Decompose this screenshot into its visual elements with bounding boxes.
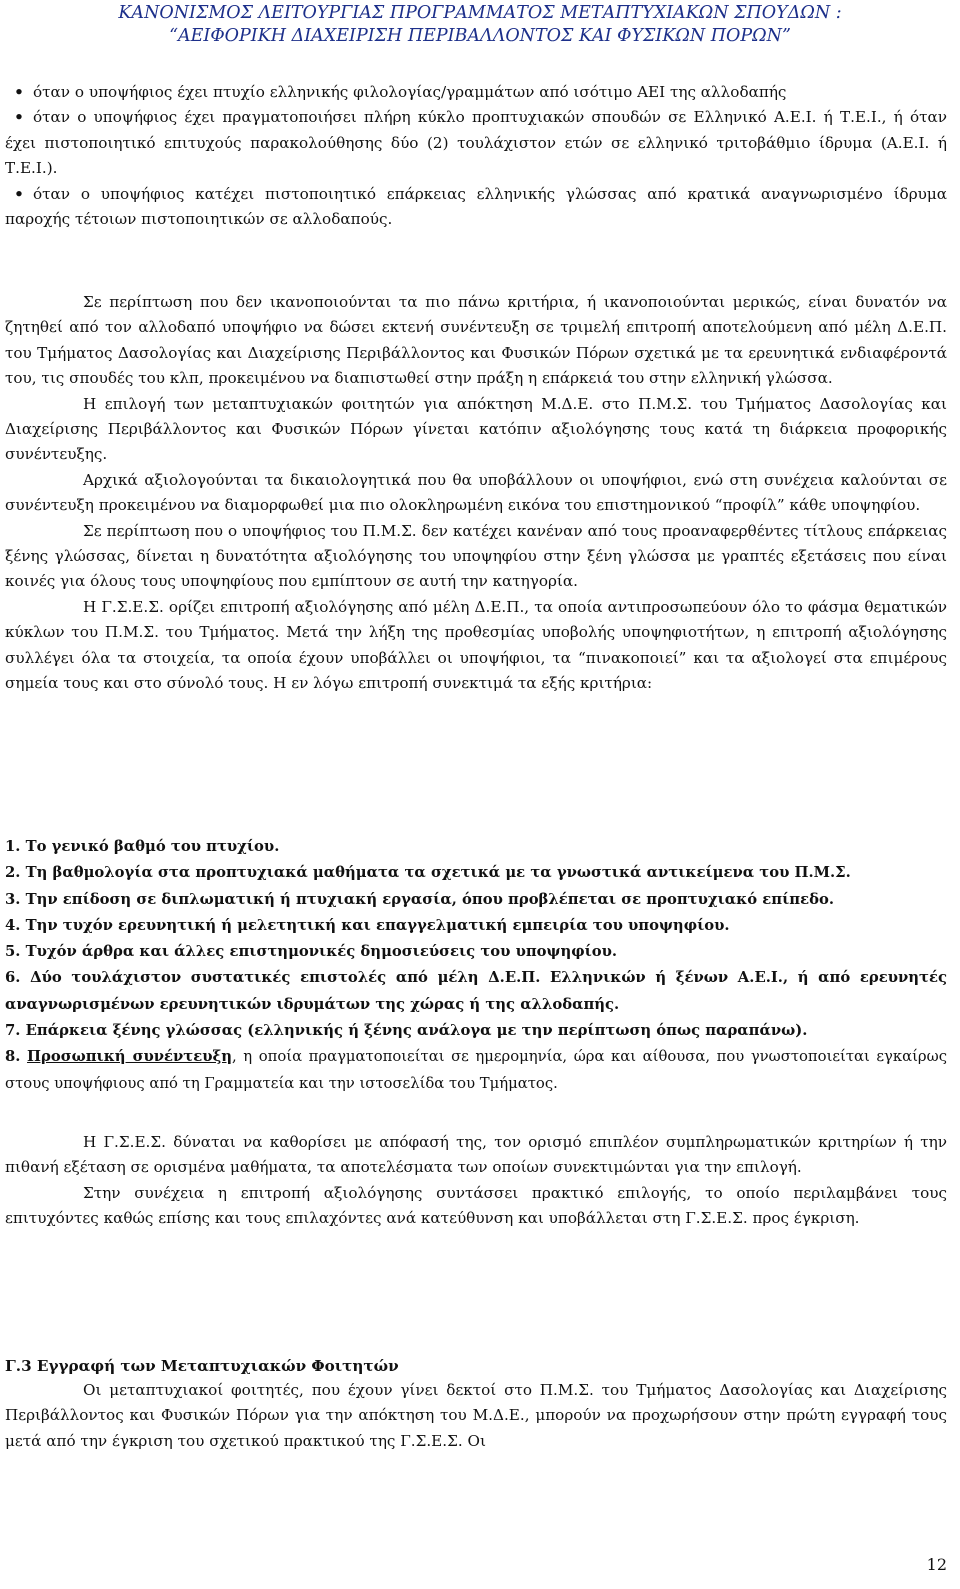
body-paragraphs-b — [5, 1130, 947, 1232]
paragraph: Στην συνέχεια η επιτροπή αξιολόγησης συντάσσει πρακτικό επιλογής, το οποίο περιλαμβάνει τους επιτυχόντες καθώς επίσης και τους επιλαχόντες ανά κατεύθυνση και υποβάλλεται στη Γ.Σ.Ε.Σ. προς έγκριση. — [5, 1183, 947, 1228]
paragraph: Σε περίπτωση που ο υποψήφιος του Π.Μ.Σ. δεν κατέχει κανέναν από τους προαναφερθέντες τίτλους επάρκειας ξένης γλώσσας, δίνεται η δυνατότητα αξιολόγησης του υποψηφίου στην ξένη γλώσσα με γραπτές εξετάσεις που είναι κοινές για όλους τους υποψηφίους που εμπίπτουν σε αυτή την κατηγορία. — [5, 521, 947, 591]
paragraph: Σε περίπτωση που δεν ικανοποιούνται τα πιο πάνω κριτήρια, ή ικανοποιούνται μερικώς, είναι δυνατόν να ζητηθεί από τον αλλοδαπό υποψήφιο να δώσει εκτενή συνέντευξη σε τριμελή επιτροπή αποτελούμενη από μέλη Δ.Ε.Π. του Τμήματος Δασολογίας και Διαχείρισης Περιβάλλοντος και Φυσικών Πόρων σχετικά με τα ερευνητικά ενδιαφέροντά του, τις σπουδές του κλπ, προκειμένου να διαπιστωθεί στην πράξη η επάρκειά του στην ελληνική γλώσσα. — [5, 293, 947, 388]
paragraph: Η Γ.Σ.Ε.Σ. ορίζει επιτροπή αξιολόγησης από μέλη Δ.Ε.Π., τα οποία αντιπροσωπεύουν όλο το φάσμα θεματικών κύκλων του Π.Μ.Σ. του Τμήματος. Μετά την λήξη της προθεσμίας υποβολής υποψηφιοτήτων, η επιτροπή αξιολόγησης συλλέγει όλα τα στοιχεία, τα οποία έχουν υποβάλλει οι υποψήφιοι, τα “πινακοποιεί” και τα αξιολογεί στα επιμέρους σημεία τους και στο σύνολό τους. Η εν λόγω επιτροπή συνεκτιμά τα εξής κριτήρια: — [5, 597, 947, 693]
running-header-line2: “ΑΕΙΦΟΡΙΚΗ ΔΙΑΧΕΙΡΙΣΗ ΠΕΡΙΒΑΛΛΟΝΤΟΣ ΚΑΙ ΦΥΣΙΚΩΝ ΠΟΡΩΝ” — [169, 26, 791, 46]
bullet-item: • όταν ο υποψήφιος κατέχει πιστοποιητικό επάρκειας ελληνικής γλώσσας από κρατικά αναγνωρισμένο ίδρυμα παροχής τέτοιων πιστοποιητικών σε αλλοδαπούς. — [5, 182, 947, 233]
body-paragraphs-a — [5, 290, 947, 697]
criterion-item: 5. Τυχόν άρθρα και άλλες επιστημονικές δημοσιεύσεις του υποψηφίου. — [5, 943, 618, 961]
criterion-8-number: 8. — [5, 1048, 21, 1066]
paragraph: Αρχικά αξιολογούνται τα δικαιολογητικά που θα υποβάλλουν οι υποψήφιοι, ενώ στη συνέχεια καλούνται σε συνέντευξη προκειμένου να διαμορφωθεί μια πιο ολοκληρωμένη εικόνα του επιστημονικού “προφίλ” κάθε υποψηφίου. — [5, 470, 947, 515]
criterion-item: 6. Δύο τουλάχιστον συστατικές επιστολές από μέλη Δ.Ε.Π. Ελληνικών ή ξένων Α.Ε.Ι., ή από ερευνητές αναγνωρισμένων ερευνητικών ιδρυμάτων της χώρας ή της αλλοδαπής. — [5, 969, 947, 1013]
bullet-item: • όταν ο υποψήφιος έχει πτυχίο ελληνικής φιλολογίας/γραμμάτων από ισότιμο ΑΕΙ της αλλοδαπής — [5, 80, 947, 105]
section-body — [5, 1378, 947, 1454]
paragraph: Η Γ.Σ.Ε.Σ. δύναται να καθορίσει με απόφασή της, τον ορισμό επιπλέον συμπληρωματικών κριτηρίων ή την πιθανή εξέταση σε ορισμένα μαθήματα, τα αποτελέσματα των οποίων συνεκτιμώνται για την επιλογή. — [5, 1133, 947, 1177]
criterion-8-title: Προσωπική συνέντευξη — [27, 1048, 233, 1066]
criterion-item: 4. Την τυχόν ερευνητική ή μελετητική και επαγγελματική εμπειρία του υποψηφίου. — [5, 916, 730, 934]
bullet-item: • όταν ο υποψήφιος έχει πραγματοποιήσει πλήρη κύκλο προπτυχιακών σπουδών σε Ελληνικό Α.Ε.Ι. ή Τ.Ε.Ι., ή όταν έχει πιστοποιητικό επιτυχούς παρακολούθησης δύο (2) τουλάχιστον ετών σε ελληνικό τριτοβάθμιο ίδρυμα (Α.Ε.Ι. ή Τ.Ε.Ι.). — [5, 105, 947, 181]
criterion-item: 1. Το γενικό βαθμό του πτυχίου. — [5, 838, 280, 855]
criterion-item: 2. Τη βαθμολογία στα προπτυχιακά μαθήματα τα σχετικά με τα γνωστικά αντικείμενα του Π.Μ.Σ. — [5, 864, 851, 882]
page-number: 12 — [926, 1555, 947, 1574]
criterion-item-8 — [5, 1044, 947, 1097]
section-heading: Γ.3 Εγγραφή των Μεταπτυχιακών Φοιτητών — [5, 1357, 399, 1375]
paragraph: Η επιλογή των μεταπτυχιακών φοιτητών για απόκτηση Μ.Δ.Ε. στο Π.Μ.Σ. του Τμήματος Δασολογίας και Διαχείρισης Περιβάλλοντος και Φυσικών Πόρων γίνεται κατόπιν αξιολόγησης τους κατά τη διάρκεια προφορικής συνέντευξης. — [5, 394, 947, 464]
bullet-list — [5, 80, 947, 232]
criteria-list — [5, 834, 947, 1097]
criterion-item: 7. Επάρκεια ξένης γλώσσας (ελληνικής ή ξένης ανάλογα με την περίπτωση όπως παραπάνω). — [5, 1022, 808, 1040]
paragraph: Οι μεταπτυχιακοί φοιτητές, που έχουν γίνει δεκτοί στο Π.Μ.Σ. του Τμήματος Δασολογίας και Διαχείρισης Περιβάλλοντος και Φυσικών Πόρων για την απόκτηση του Μ.Δ.Ε., μπορούν να προχωρήσουν στην πρώτη εγγραφή τους μετά από την έγκριση του σχετικού πρακτικού της Γ.Σ.Ε.Σ. Οι — [5, 1381, 947, 1450]
running-header-line1: ΚΑΝΟΝΙΣΜΟΣ ΛΕΙΤΟΥΡΓΙΑΣ ΠΡΟΓΡΑΜΜΑΤΟΣ ΜΕΤΑΠΤΥΧΙΑΚΩΝ ΣΠΟΥΔΩΝ : — [118, 3, 842, 23]
criterion-8-text: , η οποία πραγματοποιείται σε ημερομηνία, ώρα και αίθουσα, που γνωστοποιείται εγκαίρως στους υποψήφιους από τη Γραμματεία και την ιστοσελίδα του Τμήματος. — [5, 1048, 947, 1092]
criterion-item: 3. Την επίδοση σε διπλωματική ή πτυχιακή εργασία, όπου προβλέπεται σε προπτυχιακό επίπεδο. — [5, 890, 834, 908]
